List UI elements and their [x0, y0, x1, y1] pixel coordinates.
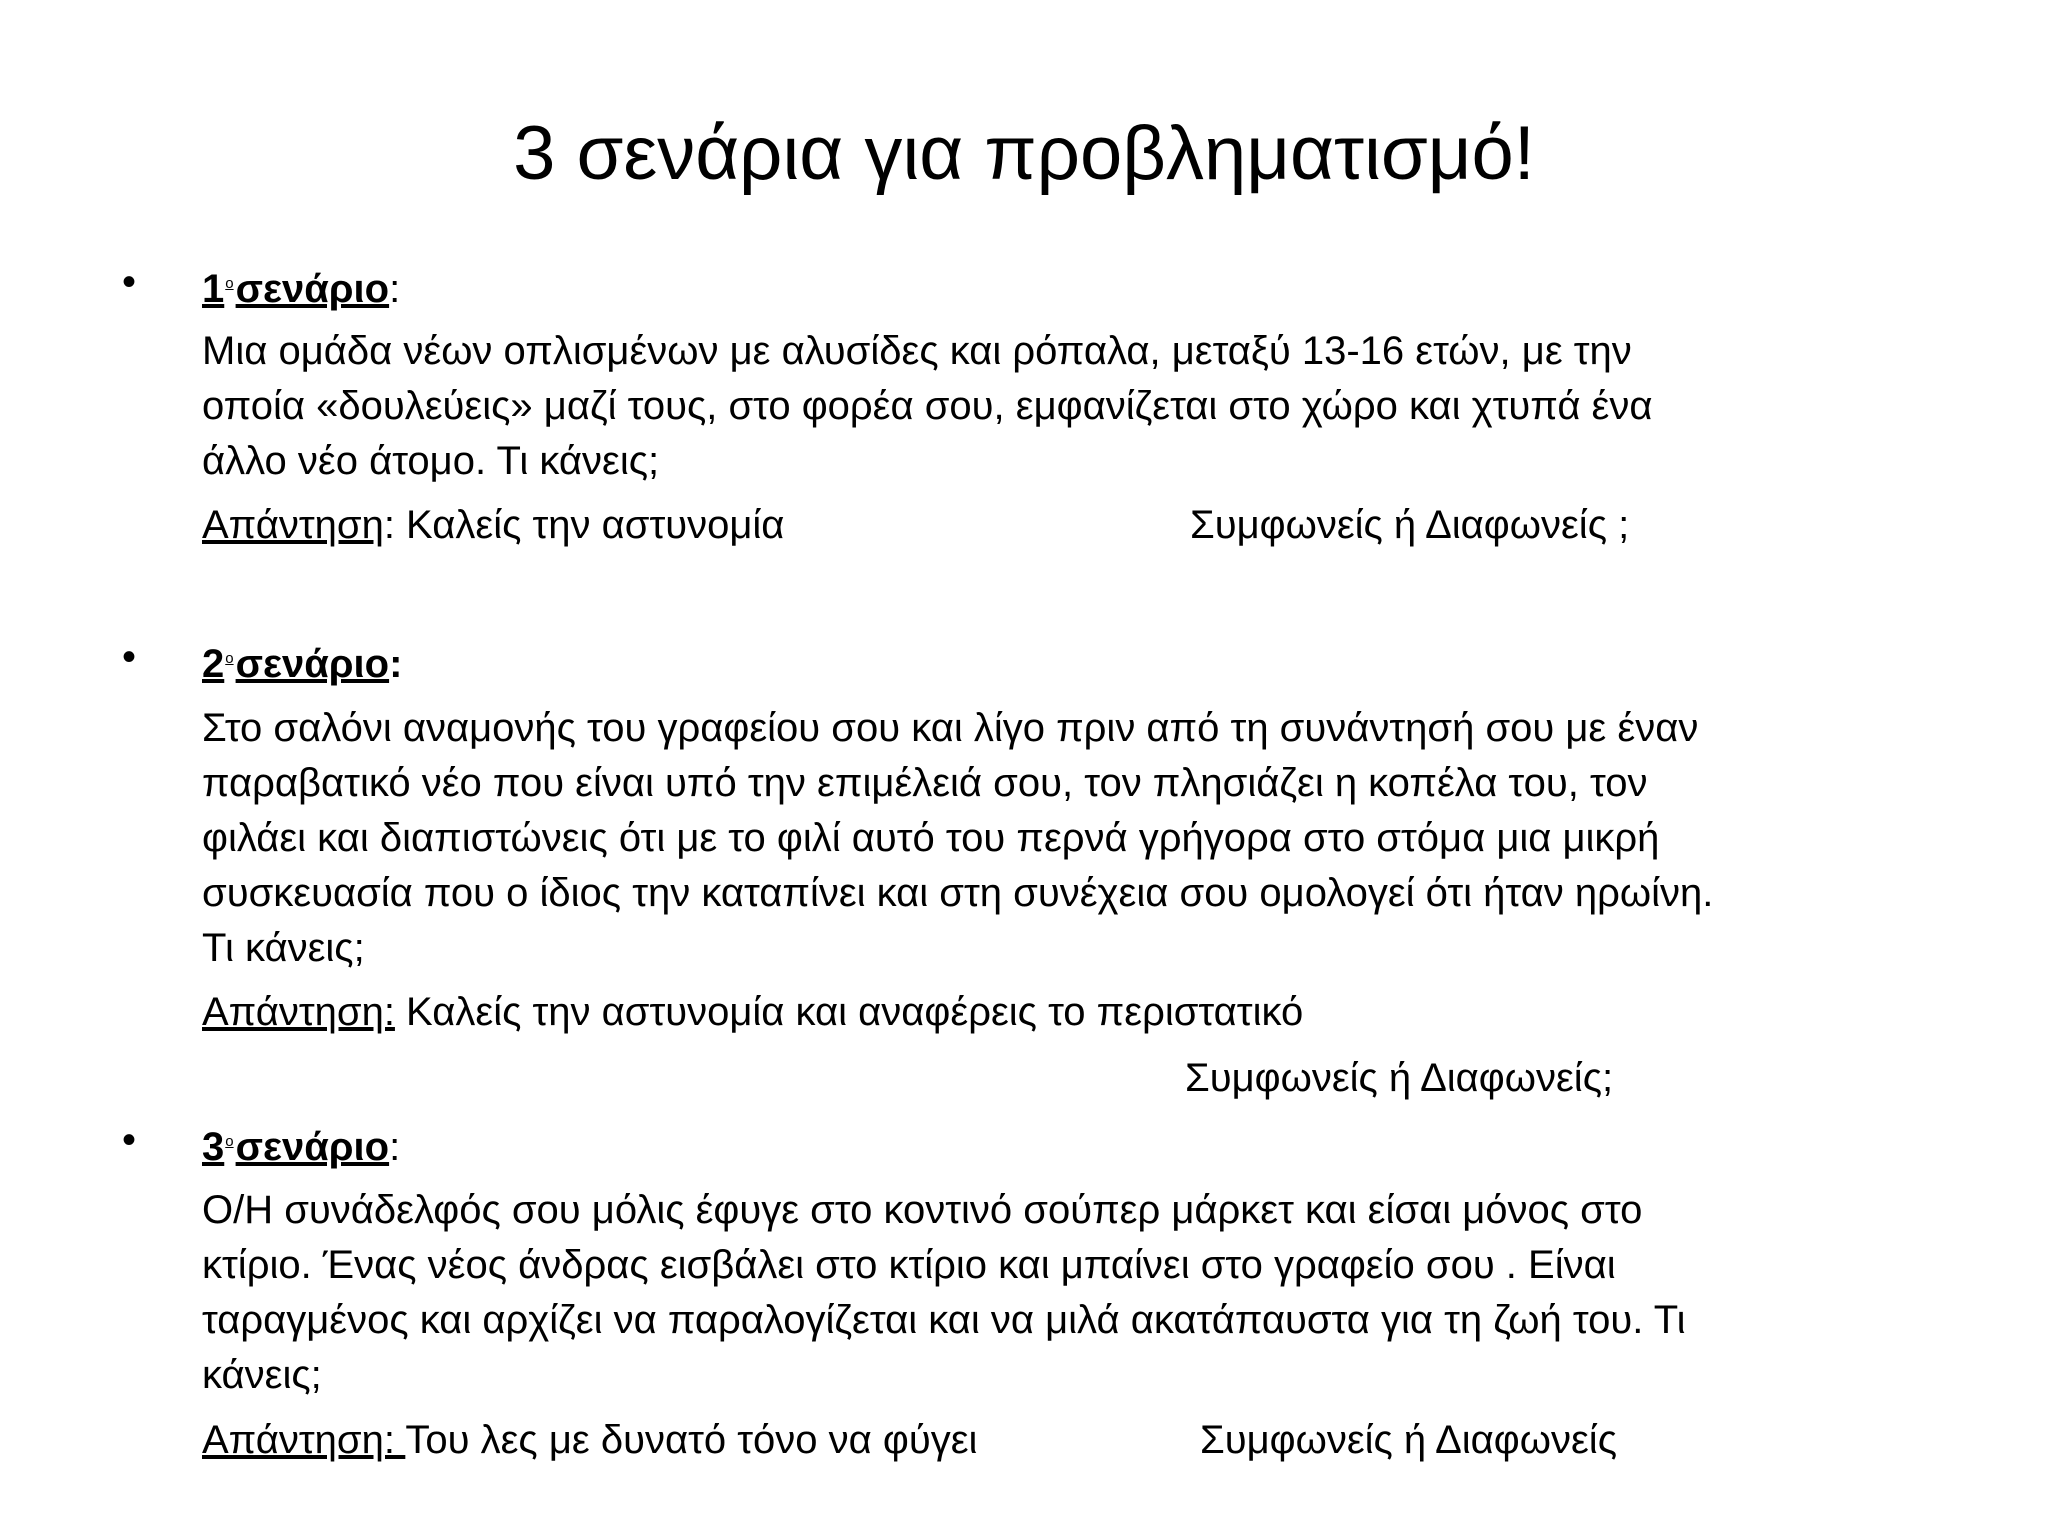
scenario-3-number: 3 [202, 1125, 225, 1169]
scenario-1-line-3: άλλο νέο άτομο. Τι κάνεις; [202, 439, 660, 483]
scenario-2-agree: Συμφωνείς ή Διαφωνείς; [1185, 1056, 1614, 1100]
scenario-1-word: σενάριο [235, 267, 390, 311]
scenario-3-colon: : [389, 1125, 401, 1169]
scenario-3-word: σενάριο [235, 1125, 390, 1169]
scenario-2-number: 2 [202, 642, 225, 686]
scenario-1-line-2: οποία «δουλεύεις» μαζί τους, στο φορέα σου, εμφανίζεται στο χώρο και χτυπά ένα [202, 384, 1653, 428]
scenario-1-text [202, 324, 1962, 489]
scenario-3-line-3: ταραγμένος και αρχίζει να παραλογίζεται και να μιλά ακατάπαυστα για τη ζωή του. Τι [202, 1298, 1686, 1342]
scenario-1-answer-label: Απάντηση [202, 503, 384, 547]
bullet-2: • [122, 635, 137, 679]
slide-title: 3 σενάρια για προβληματισμό! [513, 111, 1535, 196]
scenario-1-heading [202, 259, 400, 314]
scenario-3-ordinal: ο [225, 1133, 234, 1150]
scenario-1-agree: Συμφωνείς ή Διαφωνείς ; [1190, 503, 1630, 547]
scenario-2-answer-text: Καλείς την αστυνομία και αναφέρεις το περιστατικό [394, 990, 1304, 1034]
scenario-2-line-4: συσκευασία που ο ίδιος την καταπίνει και στη συνέχεια σου ομολογεί ότι ήταν ηρωίνη. [202, 871, 1714, 915]
scenario-3-line-1: Ο/Η συνάδελφός σου μόλις έφυγε στο κοντινό σούπερ μάρκετ και είσαι μόνος στο [202, 1188, 1643, 1232]
scenario-3-heading [202, 1117, 400, 1172]
scenario-2-ordinal: ο [225, 650, 234, 667]
scenario-1-ordinal: ο [225, 275, 234, 292]
scenario-3-line-4: κάνεις; [202, 1353, 322, 1397]
scenario-2-colon: : [389, 642, 403, 686]
scenario-3-answer-text: Του λες με δυνατό τόνο να φύγει [405, 1418, 978, 1462]
scenario-1-answer [202, 500, 784, 550]
scenario-2-line-5: Τι κάνεις; [202, 926, 365, 970]
scenario-2-line-3: φιλάει και διαπιστώνεις ότι με το φιλί αυτό του περνά γρήγορα στο στόμα μια μικρή [202, 816, 1660, 860]
scenario-2-answer-label: Απάντηση: [202, 990, 395, 1034]
scenario-2-line-1: Στο σαλόνι αναμονής του γραφείου σου και λίγο πριν από τη συνάντησή σου με έναν [202, 706, 1699, 750]
scenario-1-answer-text: : Καλείς την αστυνομία [383, 503, 785, 547]
bullet-1: • [122, 260, 137, 304]
scenario-2-word: σενάριο [235, 642, 390, 686]
scenario-3-answer-label: Απάντηση: [202, 1418, 406, 1462]
scenario-1-line-1: Μια ομάδα νέων οπλισμένων με αλυσίδες και ρόπαλα, μεταξύ 13-16 ετών, με την [202, 329, 1632, 373]
scenario-2-text [202, 701, 1962, 976]
scenario-2-heading [202, 634, 402, 689]
scenario-1-colon: : [389, 267, 401, 311]
bullet-3: • [122, 1118, 137, 1162]
scenario-3-text [202, 1183, 1962, 1403]
scenario-1-number: 1 [202, 267, 225, 311]
scenario-3-line-2: κτίριο. Ένας νέος άνδρας εισβάλει στο κτίριο και μπαίνει στο γραφείο σου . Είναι [202, 1243, 1616, 1287]
scenario-3-answer [202, 1415, 977, 1465]
scenario-3-agree: Συμφωνείς ή Διαφωνείς [1200, 1418, 1617, 1462]
scenario-2-line-2: παραβατικό νέο που είναι υπό την επιμέλειά σου, τον πλησιάζει η κοπέλα του, τον [202, 761, 1648, 805]
scenario-2-answer [202, 987, 1303, 1037]
